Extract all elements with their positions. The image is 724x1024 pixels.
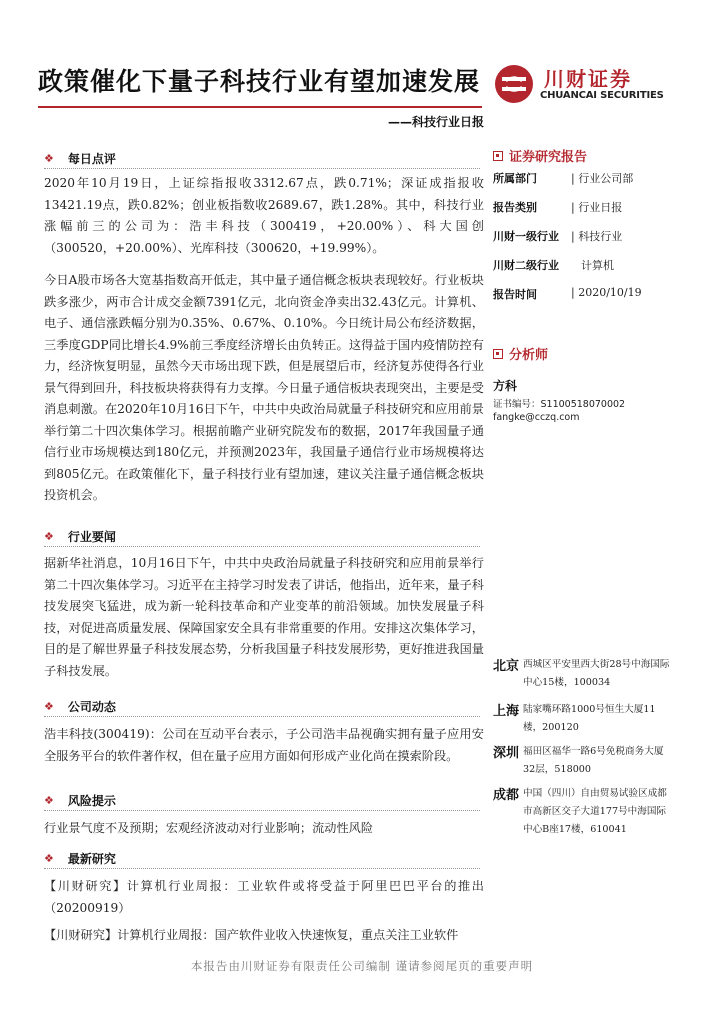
report-info-table <box>493 170 673 315</box>
diamond-bullet-icon: ❖ <box>44 794 54 807</box>
info-row-industry-2: 川财二级行业 计算机 <box>493 259 614 272</box>
analyst-cert: 证书编号：S1100518070002 <box>493 399 626 410</box>
chuancai-logo-icon <box>494 64 534 104</box>
news-paragraph: 据新华社消息，10月16日下午，中共中央政治局就量子科技研究和应用前景举行第二十四次集体学习。习近平在主持学习时发表了讲话，他指出，近年来，量子科技发展突飞猛进，成为新一轮科技革命和产业变革的前沿领域。加快发展量子科技，对促进高质量发展、保障国家安全具有非常重要的作用。安排这次集体学习，目的是了解世界量子科技发展态势，分析我国量子科技发展形势，更好推进我国量子科技发展。 <box>44 556 484 678</box>
section-heading-news: ❖ 行业要闻 <box>44 530 116 544</box>
analyst-name: 方科 <box>493 379 518 393</box>
company-logo <box>494 60 666 110</box>
latest-research-item[interactable]: 【川财研究】计算机行业周报：国产软件业收入快速恢复，重点关注工业软件 <box>44 928 459 942</box>
report-title: 政策催化下量子科技行业有望加速发展 <box>38 67 481 96</box>
square-bullet-icon <box>493 151 503 161</box>
section-heading-daily: ❖ 每日点评 <box>44 152 116 166</box>
daily-paragraph-2: 今日A股市场各大宽基指数高开低走，其中量子通信概念板块表现较好。行业板块跌多涨少，两市合计成交金额7391亿元，北向资金净卖出32.43亿元。计算机、电子、通信涨跌幅分别为0.35%、0.67%、0.10%。今日统计局公布经济数据，三季度GDP同比增长4.9%前三季度经济增长由负转正。这得益于国内疫情防控有力，经济恢复明显，虽然今天市场出现下跌，但是展望后市，经济复苏使得各行业景气得到回升，科技板块将获得有力支撑。今日量子通信板块表现突出，主要是受消息刺激。在2020年10月16日下午，中共中央政治局就量子科技研究和应用前景举行第二十四次集体学习。根据前瞻产业研究院发布的数据，2017年我国量子通信行业市场规模达到180亿元，并预测2023年，我国量子通信行业市场规模将达到805亿元。在政策催化下，量子科技行业有望加速，建议关注量子通信概念板块投资机会。 <box>44 273 484 502</box>
daily-paragraph-1: 2020年10月19日，上证综指报收3312.67点，跌0.71%；深证成指报收13421.19点，跌0.82%；创业板指数收2689.67，跌1.28%。其中，科技行业涨幅前三的公司为：浩丰科技（300419，+20.00%）、科大国创（300520，+20.00%）、光库科技（300620，+19.99%）。 <box>44 176 484 255</box>
section-heading-latest: ❖ 最新研究 <box>44 852 116 866</box>
info-row-category: 报告类别 | 行业日报 <box>493 201 623 214</box>
info-row-date: 报告时间 | 2020/10/19 <box>493 286 642 301</box>
section-divider <box>44 546 480 547</box>
company-paragraph: 浩丰科技(300419)：公司在互动平台表示，子公司浩丰品视确实拥有量子应用安全服务平台的软件著作权，但在量子应用方面如何形成产业化尚在摸索阶段。 <box>44 727 484 763</box>
logo-text-cn: 川财证券 <box>544 67 632 91</box>
sidebar-heading-analyst: 分析师 <box>493 344 548 363</box>
logo-text-en: CHUANCAI SECURITIES <box>540 90 664 101</box>
section-divider <box>44 868 480 869</box>
analyst-email[interactable]: fangke@cczq.com <box>493 412 580 423</box>
section-heading-company: ❖ 公司动态 <box>44 700 116 714</box>
latest-research-item[interactable]: 【川财研究】计算机行业周报：工业软件或将受益于阿里巴巴平台的推出（20200919） <box>44 879 484 915</box>
section-divider <box>44 168 480 169</box>
diamond-bullet-icon: ❖ <box>44 530 54 543</box>
section-heading-risk: ❖ 风险提示 <box>44 794 116 808</box>
page-footer: 本报告由川财证券有限责任公司编制 谨请参阅尾页的重要声明 <box>190 959 534 973</box>
header-rule <box>38 106 482 108</box>
diamond-bullet-icon: ❖ <box>44 700 54 713</box>
info-row-department: 所属部门 | 行业公司部 <box>493 172 634 185</box>
report-subtitle: ——科技行业日报 <box>387 115 484 129</box>
section-divider <box>44 716 480 717</box>
info-row-industry-1: 川财一级行业 | 科技行业 <box>493 230 623 243</box>
sidebar-heading-report: 证券研究报告 <box>493 146 587 165</box>
risk-paragraph: 行业景气度不及预期；宏观经济波动对行业影响；流动性风险 <box>44 821 374 835</box>
section-divider <box>44 810 480 811</box>
diamond-bullet-icon: ❖ <box>44 852 54 865</box>
square-bullet-icon <box>493 349 503 359</box>
diamond-bullet-icon: ❖ <box>44 152 54 165</box>
